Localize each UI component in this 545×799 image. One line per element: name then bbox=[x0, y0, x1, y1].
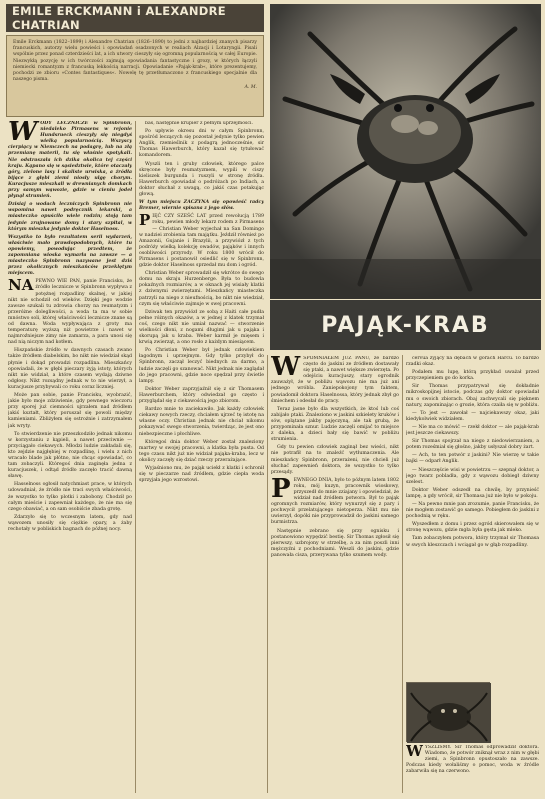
col1-p8: Hasselnoss ogłosił natychmiast prace, w których udowadniał, że źródło nie traci swych właściwości, że wszystko to tylko plotki i zabobony. Chodził po całym mieście i zapewniał każdego, że nie ma się czego obawiać, a on sam osobiście zbada grotę. bbox=[8, 482, 132, 512]
column-divider-1 bbox=[135, 121, 136, 793]
column-divider-3 bbox=[402, 355, 403, 793]
col2-p8: Po Christian Weber był jednak człowiekiem łagodnym i uprzejmym. Gdy tylko przybył do Spinbronn, zaczął leczyć biednych za darmo, a ludzie zaczęli go szanować. Nikt jednak nie zaglądał do jego pracowni, gdzie noce spędzał przy świetle lampy. bbox=[139, 348, 264, 384]
col4-p3: Sir Thomas przypatrywał się dokładnie mikroskopijnej istocie, podczas gdy doktor opowiadał mu o swoich zbiorach. Obaj zachwycali się pięknem natury, zapominając o grozie, która czaiła się w pobliżu. bbox=[406, 384, 539, 408]
col2-p12: Wyjaśniono mu, że pająk uciekł z klatki i schronił się w pieczarze nad źródłem, gdzie ciepła woda sprzyjała jego wzrostowi. bbox=[139, 465, 264, 484]
col4-p5: — Nie ma co mówić — rzekł doktor — ale pająk-krab jest jeszcze ciekawszy. bbox=[406, 424, 539, 437]
col1-lead-text: ODY LECZNICZE w Spinbronn, niedaleko Pirmasens w rejonie Hundsrueck cieszyły się niegdyś wielką popularnością. Wszyscy cierpiący w Niemczech na podagrę, lub na złą przemianę materii, tu się właśnie spotykali. Nie odstraszała ich dzika okolica tej części kraju. Kąpano się w sąsiedztwie, które otaczały góry, zielone lasy i skaliste urwiska, a źródła bijące z głębi ziemi niosły ulgę chorym. Kuracjusze mieszkali w drewnianych domkach przy samym wąwozie, gdzie w cieniu jodeł płynął strumień. bbox=[8, 121, 132, 200]
col1-s2-text: PEWNO WIE PAN, panie Francisku, że źródło lecznicze w Spinbronn wypływa z potężnej rozpadliny skalnej, w jakiej nikt nie schodził od wieków. Dzięki jego wodzie zawsze szukali tu zdrowia chorzy na reumatyzm i przeróżne dolegliwości, a woda ta ma w sobie mnóstwo soli, której właściwości lecznicze znane są od dawna. Woda wypływająca z groty ma temperaturę wyższą niż powietrze i nawet w najmroźniejsze zimy nie zamarza, a para unosi się nad nią niczym nad kotłem. bbox=[8, 279, 132, 346]
column-3 bbox=[271, 356, 399, 793]
col4-p4: — To jest — zawołał — najciekawszy okaz, jaki kiedykolwiek widziałem. bbox=[406, 410, 539, 422]
column-2 bbox=[139, 121, 264, 793]
col4-section2 bbox=[406, 745, 539, 775]
col3-section2 bbox=[271, 473, 399, 527]
col2-p9: Doktor Weber zaprzyjaźnił się z sir Thomasem Hawerburchem, który odwiedzał go często i przyglądał się z ciekawością jego zbiorom. bbox=[139, 386, 264, 405]
col1-p6: Może pan sobie, panie Francisku, wyobrazić, jakie było moje zdziwienie, gdy pewnego wieczoru przy sporej już ciemności ujrzałem nad źródłem jakiś kształt, który poruszał się powoli między kamieniami. Zbliżyłem się ostrożnie i zatrzymałem jak wryty. bbox=[8, 393, 132, 429]
intro-text: Emile Erckmann (1822–1899) i Alexandre Chatrian (1826–1890) to jedni z najbardziej znanych pisarzy francuskich, autorzy wielu powieści i opowiadań osadzonych w realiach Alzacji i Lotaryngii. Pisali wspólnie przez ponad czterdzieści lat, a ich utwory cieszyły się ogromną popularnością w całej Europie. Niezwykłą pozycję w ich twórczości zajmują opowiadania fantastyczne i grozy, w których łączyli niemiecki romantyzm z francuską lekkością narracji. Opowiadanie »Pająk-krab«, które prezentujemy, pochodzi ze zbioru »Contes fantastiques«. Nowelę tę przetłumaczono z francuskiego specjalnie dla naszego pisma. bbox=[13, 40, 257, 83]
column-4 bbox=[406, 356, 539, 680]
col2-p6: Christian Weber sprowadził się wkrótce do swego domu na skraju Hurzenberge. Była to budowla pokaźnych rozmiarów, a w oknach jej wisiały klatki z dziwnymi zwierzętami. Mieszkańcy miasteczka patrzyli na niego z nieufnością, bo nikt nie wiedział, czym się właściwie zajmuje w swej pracowni. bbox=[139, 271, 264, 307]
col2-p10: Bardzo mnie to zaciekawiło. Jak każdy człowiek ciekawy nowych rzeczy, chciałem ujrzeć tę istotę na własne oczy. Christian jednak nie chciał nikomu pokazywać swego stworzenia, twierdząc, że jest ono niebezpieczne i płochliwe. bbox=[139, 407, 264, 437]
col2-p2: Po upływie okresu dni w całym Spinbronn, spośród leczących się pozostał jedynie tylko pewien Anglik, rzemieślnik z podagrą jednocześnie, sir Thomas Hawerburch, który kazał się tytułować komandorem. bbox=[139, 129, 264, 159]
small-illustration bbox=[406, 682, 490, 742]
col2-p1: bas, następnie krupier z pełnym uprzejmości. bbox=[145, 121, 254, 126]
col2-dropcap: P bbox=[139, 211, 151, 230]
col4-p10: — Na pewno mnie pan zrozumie, panie Francisku, że nie mogłem zostawić go samego. Pobiegłem do jaskini z pochodnią w ręku. bbox=[406, 501, 539, 520]
col2-section2 bbox=[139, 211, 264, 269]
col3-s1-text: SPOMNIAŁEM JUŻ PANU, że bardzo często do jaskini ze źródłem dostawały się ptaki, a nawet większe zwierzęta. Po odejściu kuracjuszy, stary ogrodnik zauważył, że w pobliżu wąwozu nie ma już ani jednego wróbla. Zaniepokojony tym faktem, powiadomił doktora Haselnossa, który jednak zbył go śmiechem i odesłał do pracy. bbox=[271, 356, 399, 404]
col4-p9: Doktor Weber odszedł na chwilę, by przynieść lampę, a gdy wrócił, sir Thomasa już nie było w pokoju. bbox=[406, 487, 539, 499]
col2-p4: W tym miejscu ZACZYNA się opowieść radcy Bremer, wiernie spisana z jego słów. bbox=[139, 200, 264, 212]
col3-p2: Teraz jasne było dla wszystkich, że ktoś lub coś zabijało ptaki. Znaleziono w jaskini szkielety kruków i sów, oplątane jakby pajęczyną, ale tak grubą, że przypominała sznur. Ludzie zaczęli omijać to miejsce z daleka, a dzieci bały się bawić w pobliżu strumienia. bbox=[271, 406, 399, 443]
column-1 bbox=[8, 121, 132, 793]
column-divider-2 bbox=[267, 355, 268, 793]
col2-p3: Wyszli ten i gruby człowiek, którego palce skręcone były reumatyzmem, wypili w ciszy kieliszek burgunda i ruszyli w stronę źródła. Hawerburch opowiadał o podróżach po Indiach, a doktor słuchał z uwagą, co jakiś czas potakując głową. bbox=[139, 161, 264, 198]
col1-lead bbox=[8, 121, 132, 200]
article-title bbox=[270, 300, 541, 350]
col1-p5: Hiszpańskie źródło w dawnych czasach zwano także źródłem diabelskim, bo nikt nie wiedział skąd płynie i dokąd prowadzi rozpadlina. Mieszkańcy opowiadali, że w głębi pieczary żyją istoty, których nikt nie widział, a które czasem wydają dziwne odgłosy. Nikt rozsądny jednak w to nie wierzył, a kuracjusze przybywali co roku coraz liczniej. bbox=[8, 348, 132, 390]
col4-s2-text: YSZLIŚMY. Sir Thomas odprowadził doktora. Wiadomo, że potwór zniknął wraz z nim w głębi ziemi, a Spinbronn opustoszało na zawsze. Podczas kiedy wołaliśmy o pomoc, woda w źródle zabarwiła się na czerwono. bbox=[406, 745, 539, 775]
spider-crab-illustration bbox=[270, 4, 541, 299]
title-text: PAJĄK-KRAB bbox=[321, 312, 490, 338]
col4-p1: cervua zyjący na dębach w górach Harcu. To bardzo rzadki okaz. bbox=[406, 356, 539, 368]
col4-p6: Sir Thomas spojrzał na niego z niedowierzaniem, a potem roześmiał się głośno, jakby usłyszał dobry żart. bbox=[406, 439, 539, 451]
col2-s2-text: IĘĆ CZY SZEŚĆ LAT przed rewolucją 1789 roku, pewien młody lekarz rodem z Pirmasens — Christian Weber wyjechał na San Domingo w nadziei zrobienia tam majątku. Jeździł również po Amazonii, Gujanie i Brazylii, a przywiózł z tych podróży wielką kolekcję owadów, pająków i innych osobliwości przyrody. W roku 1800 wrócił do Pirmasens i postanowił osiedlić się w Spinbronn, gdzie doktor Haselnoss sprzedał mu dom i ogród. bbox=[139, 214, 264, 269]
col1-p2: Dzisiaj o wodach leczniczych Spinbronn nie wspomina nawet podręcznik lekarski, a miasteczko opuściło wiele rodzin; stoją tam jedynie zrujnowane domy i stary szpital, w którym mieszka jedynie doktor Haselnoss. bbox=[8, 202, 132, 232]
col1-section2 bbox=[8, 276, 132, 346]
col3-section1 bbox=[271, 356, 399, 405]
column-4-bottom bbox=[406, 745, 539, 793]
small-illustration-drawing bbox=[407, 683, 491, 743]
col2-p7: Dziwak ten przywiózł ze sobą z Haiti całe pudła pełne różnych okazów, a w jednej z klatek trzymał coś, czego nikt nie umiał nazwać — stworzenie wielkości dłoni, z nogami długimi jak u pająka i skorupą jak u kraba. Weber karmił je mięsem i krwią zwierząt, a ono rosło z każdym miesiącem. bbox=[139, 309, 264, 346]
authors-text: EMILE ERCKMANN i ALEXANDRE CHATRIAN bbox=[12, 4, 226, 32]
col4-dropcap: W bbox=[406, 745, 423, 760]
col4-p7: — Ach, to ten potwór z jaskini? Nie wierzę w takie bajki — odparł Anglik. bbox=[406, 453, 539, 465]
spider-crab-drawing bbox=[270, 4, 541, 299]
authors-header bbox=[6, 4, 264, 32]
column-4-beside-image bbox=[493, 682, 539, 742]
col4-p11: Wyszedłem z domu i przez ogród skierowałem się w stronę wąwozu, gdzie mgła była gęsta jak mleko. bbox=[406, 522, 539, 534]
col3-dropcap-2: P bbox=[271, 473, 291, 504]
col3-dropcap: W bbox=[271, 356, 301, 382]
col4-p2: Podałem mu lupę, którą przykład uważał przed przyczepieniem go do korka. bbox=[406, 370, 539, 382]
col3-p3: Gdy tu pewien człowiek zaginął bez wieści, nikt nie potrafił na to znaleźć wytłumaczenia. Ale mieszkańcy Spinbronn, przerażeni, nie chcieli już słuchać zapewnień doktora, że wszystko to tylko przesądy. bbox=[271, 445, 399, 475]
col1-p9: Zdarzyło się to wczesnym latem, gdy nad wąwozem unosiły się ciężkie opary, a żaby rechotały w pobliskich bagnach do późnej nocy. bbox=[8, 514, 132, 532]
col3-s2-text: EWNEGO DNIA, było to późnym latem 1802 roku, mój kuzyn, pracownik wioskowy, przyszedł do mnie zziajany i opowiedział, że widział nad źródłem potwora. Był to pająk ogromnych rozmiarów, który wynurzył się z pary i pochwycił przelatującego nietoperza. Nikt mu nie uwierzył, dopóki nie przyprowadził do jaskini samego burmistrza. bbox=[271, 477, 399, 526]
col2-p11: Któregoś dnia doktor Weber został znaleziony martwy w swojej pracowni, a klatka była pusta. Od tego czasu nikt już nie widział pająka-kraba, lecz w okolicy zaczęły się dziać rzeczy przerażające. bbox=[139, 439, 264, 463]
col1-dropcap: W bbox=[8, 121, 38, 147]
col3-p5: Następnie zebrano się przy ognisku i postanowiono wypędzić bestię. Sir Thomas zgłosił się pierwszy, uzbrojony w strzelbę, a za nim poszli inni mężczyźni z pochodniami. Weszli do jaskini, gdzie panowała cisza, przerywana tylko szumem wody. bbox=[271, 528, 399, 558]
col1-p3: Wszystko to było rezultatem serii wydarzeń, właściwie mało prawdopodobnych, które tu opowiemy, powodując przedtem, że zapomniana wioska wymarła na zawsze — a miasteczko Spinbronn nazywane jest dziś przez okolicznych mieszkańców przeklętym miejscem. bbox=[8, 234, 132, 277]
intro-box bbox=[6, 35, 264, 117]
col4-p8: — Nieszczęście wisi w powietrzu — szepnął doktor, a jego twarz pobladła, gdy z wąwozu dobiegł dziwny szelest. bbox=[406, 467, 539, 485]
col1-dropcap-2: NA bbox=[8, 276, 34, 295]
intro-signature: A. M. bbox=[244, 85, 257, 91]
col4-p12: Tam zobaczyłem potwora, który trzymał sir Thomasa w swych kleszczach i wciągał go w głąb rozpadliny. bbox=[406, 536, 539, 548]
col1-p7: To stwierdzenie nie przeszkodziło jednak nikomu w korzystaniu z kąpieli, a nawet przeciwnie — przyciągało ciekawych. Młodzi ludzie zakładali się, kto zejdzie najgłębiej w rozpadlinę, i wielu z nich wracało blade jak płótno, nie chcąc opowiadać, co tam zobaczyli. Któregoś dnia zaginęła jedna z kuracjuszek, i odtąd źródło zaczęło tracić dawną sławę. bbox=[8, 431, 132, 480]
